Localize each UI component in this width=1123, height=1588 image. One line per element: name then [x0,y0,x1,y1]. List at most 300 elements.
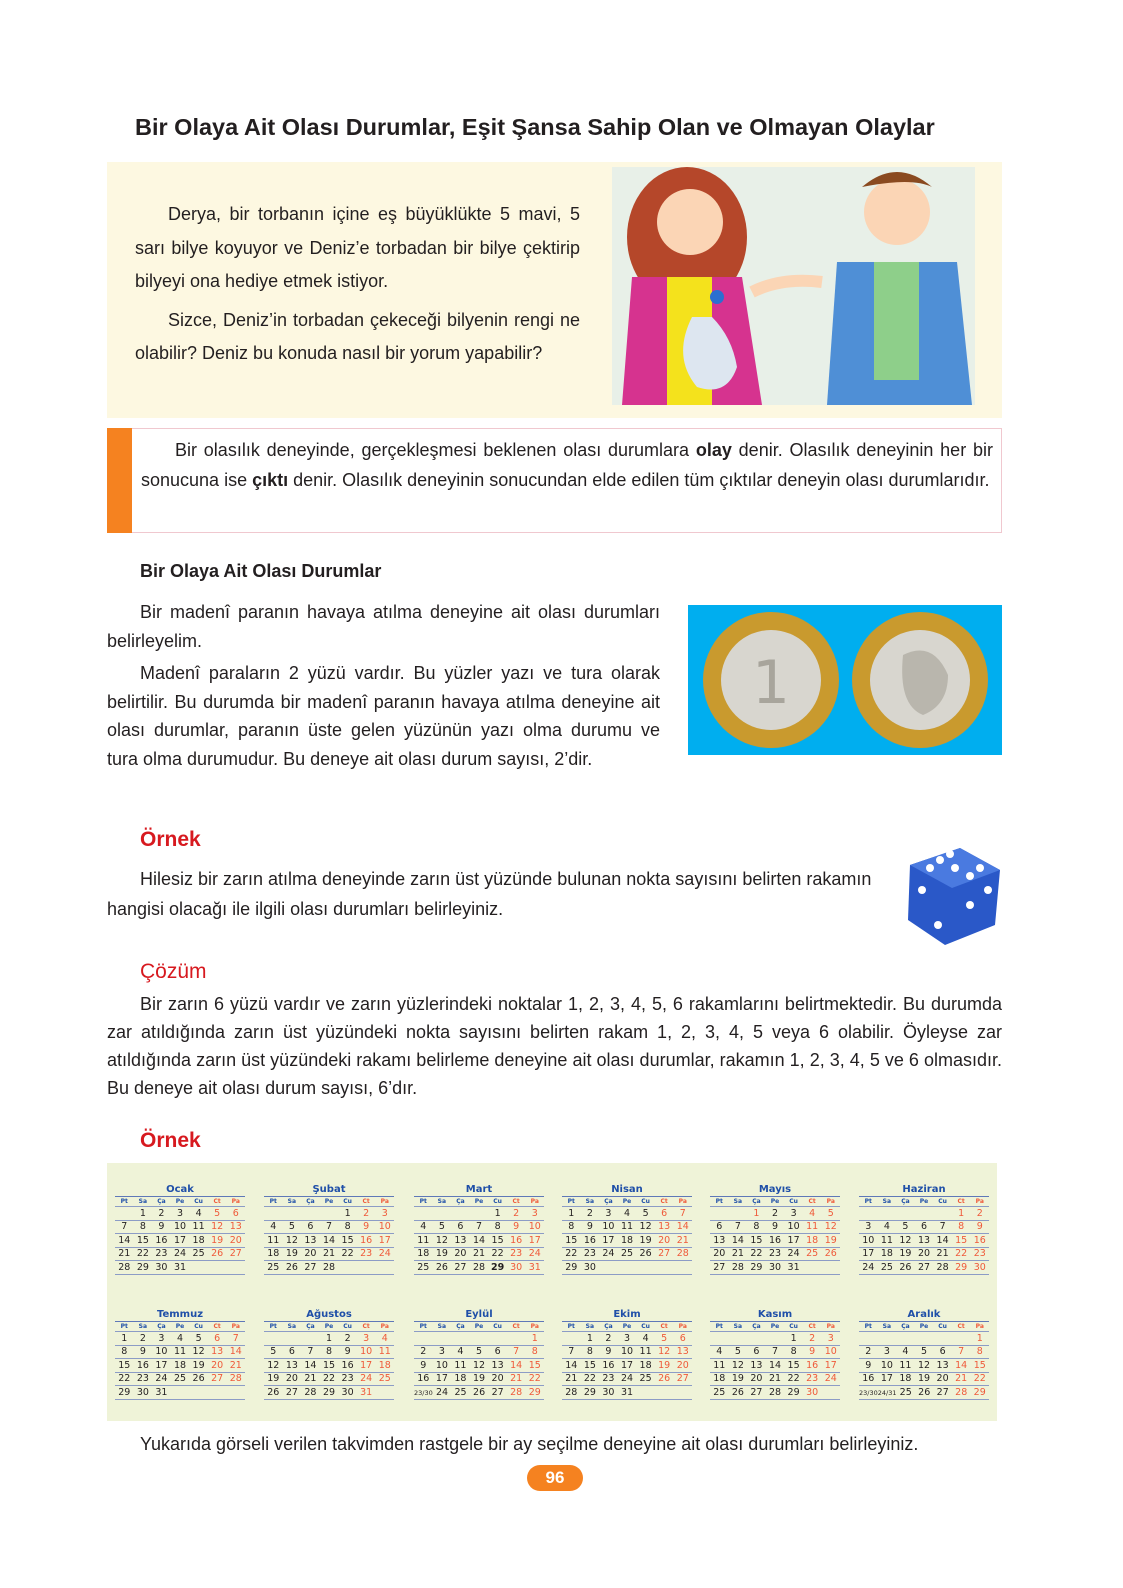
calendar-day: 12 [917,1359,931,1371]
calendar-day: 9 [363,1221,370,1232]
calendar-day: 6 [494,1346,501,1357]
weekday-header [859,1322,989,1332]
calendar-day: 26 [435,1261,448,1273]
calendar-day: 4 [420,1221,427,1232]
calendar-week [115,1373,245,1387]
calendar-day: 2 [976,1207,983,1219]
calendar-day: 20 [454,1248,467,1259]
weekday-header [710,1197,840,1207]
calendar-question: Yukarıda görseli verilen takvimden rastgele bir ay seçilme deneyine ait olası durumları belirleyiniz. [140,1434,919,1454]
weekday-label: Pa [380,1323,389,1330]
calendar-day: 29 [583,1386,596,1398]
calendar-day: 13 [658,1221,671,1232]
definition-text [141,436,993,495]
calendar-day: 28 [676,1248,689,1259]
calendar-day: 14 [118,1234,131,1246]
calendar-day: 12 [285,1234,298,1246]
calendar-day: 29 [787,1386,800,1398]
calendar-day: 27 [676,1373,689,1384]
weekday-label: Pt [120,1198,128,1205]
calendar-day: 29 [955,1261,968,1273]
calendar-month [710,1308,840,1400]
calendar-day: 19 [731,1373,744,1384]
calendar-week [710,1373,840,1387]
calendar-day: 4 [883,1221,890,1232]
calendar-day: 2 [772,1207,779,1219]
calendar-day: 12 [211,1221,224,1232]
weekday-label: Ça [456,1323,465,1330]
weekday-label: Pt [864,1198,872,1205]
calendar-day: 13 [454,1234,467,1246]
calendar-week [562,1234,692,1248]
calendar-day: 28 [936,1261,949,1273]
calendar-month [562,1308,692,1400]
calendar-day: 20 [491,1373,504,1384]
calendar-day: 17 [155,1359,168,1371]
calendar-week [264,1359,394,1373]
calendar-day: 10 [378,1221,391,1232]
calendar-day: 16 [973,1234,986,1246]
calendar-day: 13 [713,1234,726,1246]
calendar-day: 2 [586,1207,593,1219]
calendar-day: 17 [880,1373,893,1384]
calendar-month [859,1308,989,1400]
coins-image [688,605,1002,755]
calendar-day: 17 [528,1234,541,1246]
weekday-label: Pe [175,1323,185,1330]
calendar-day: 9 [158,1221,165,1232]
weekday-label: Pa [826,1323,835,1330]
calendar-week [562,1332,692,1346]
intro-paragraph: Derya, bir torbanın içine eş büyüklükte 5 mavi, 5 sarı bilye koyuyor ve Deniz’e torbadan bir bilye çektirip bilyeyi ona hediye etmek istiyor. [135,204,580,291]
calendar-day: 25 [267,1261,280,1273]
calendar-day: 24 [435,1386,449,1398]
definition-part: Bir olasılık deneyinde, gerçekleşmesi beklenen olası durumlara [175,440,696,460]
calendar-day: 11 [192,1221,205,1232]
calendar-day: 20 [750,1373,763,1384]
weekday-label: Ça [604,1198,613,1205]
weekday-label: Sa [733,1198,743,1205]
weekday-label: Cu [493,1323,502,1330]
month-name: Ekim [562,1308,692,1322]
calendar-week [562,1248,692,1262]
term-olay: olay [695,440,732,460]
calendar-week [710,1386,840,1400]
weekday-label: Pe [622,1198,632,1205]
intro-question: Sizce, Deniz’in torbadan çekeceği bilyenin rengi ne olabilir? Deniz bu konuda nasıl bir yorum yapabilir? [135,309,580,363]
calendar-day: 20 [917,1248,931,1259]
calendar-week [264,1221,394,1235]
weekday-label: Sa [585,1323,595,1330]
calendar-day: 21 [936,1248,949,1259]
month-name: Ocak [115,1183,245,1197]
calendar-day: 15 [787,1359,800,1371]
calendar-day: 1 [753,1207,760,1219]
weekday-label: Pt [567,1323,575,1330]
calendar-day: 31 [173,1261,187,1273]
calendar-day: 7 [958,1346,965,1357]
calendar-day: 13 [304,1234,317,1246]
calendar-day: 24 [155,1373,168,1384]
calendar-day: 7 [307,1346,314,1357]
calendar-day: 11 [713,1359,726,1371]
weekday-label: Cu [343,1323,352,1330]
calendar-week [414,1207,544,1221]
calendar-day: 6 [232,1207,239,1219]
calendar-day: 28 [955,1386,968,1398]
calendar-day: 10 [435,1359,448,1371]
calendar-day: 14 [768,1359,782,1371]
calendar-day: 17 [862,1248,875,1259]
weekday-label: Sa [882,1323,892,1330]
calendar-day: 16 [360,1234,373,1246]
calendar-day: 7 [513,1346,520,1357]
calendar-day: 25 [899,1386,912,1398]
calendar-day: 11 [880,1234,893,1246]
calendar-week [859,1346,989,1360]
calendar-day: 4 [381,1332,388,1344]
calendar-day: 30 [973,1261,986,1273]
calendar-day: 25 [713,1386,726,1398]
calendar-day: 28 [768,1386,782,1398]
calendar-day: 25 [417,1261,430,1273]
calendar-day: 28 [472,1261,486,1273]
month-name: Nisan [562,1183,692,1197]
weekday-label: Pt [269,1323,277,1330]
calendar-day: 28 [229,1373,242,1384]
calendar-day: 10 [602,1221,615,1232]
calendar-week [115,1386,245,1400]
calendar-day: 11 [639,1346,652,1357]
calendar-day: 13 [676,1346,689,1357]
solution-text [107,990,1002,1102]
weekday-label: Ça [306,1323,315,1330]
calendar-day: 4 [177,1332,184,1344]
calendar-day: 26 [285,1261,298,1273]
calendar-day: 3 [531,1207,538,1219]
definition-accent-bar [107,428,132,533]
weekday-label: Ça [157,1198,166,1205]
calendar-day: 21 [768,1373,782,1384]
solution-paragraph: Bir zarın 6 yüzü vardır ve zarın yüzlerindeki noktalar 1, 2, 3, 4, 5, 6 rakamlarını belirtmektedir. Bu durumda zar atıldığında zarın üst yüzündeki nokta sayısını belirten rakam 1, 2, 3, 4, 5 veya 6 olabilir. Öyleyse zar atıldığında zarın üst yüzündeki rakamı belirleme deneyine ait olası durumlar, rakamın 1, 2, 3, 4, 5 ve 6 olmasıdır. Bu deneye ait olası durum sayısı, 6’dır. [107,994,1002,1098]
calendar-day: 4 [457,1346,464,1357]
calendar-week [414,1386,544,1400]
calendar-day: 16 [136,1359,149,1371]
calendar-day: 5 [661,1332,668,1344]
calendar-day: 12 [192,1346,205,1357]
calendar-month [859,1183,989,1275]
weekday-label: Cu [493,1198,502,1205]
calendar-day: 17 [824,1359,837,1371]
calendar-day: 22 [565,1248,578,1259]
calendar-day: 3 [883,1346,890,1357]
calendar-day: 27 [304,1261,317,1273]
calendar-day: 11 [267,1234,280,1246]
calendar-day: 7 [939,1221,946,1232]
calendar-day: 18 [173,1359,187,1371]
calendar-day: 14 [565,1359,578,1371]
calendar-day: 20 [658,1234,671,1246]
calendar-day: 11 [620,1221,634,1232]
calendar-day: 20 [285,1373,298,1384]
calendar-day: 23 [806,1373,819,1384]
calendar-day: 15 [973,1359,986,1371]
calendar-day: 30 [806,1386,819,1398]
weekday-label: Pt [120,1323,128,1330]
calendar-day: 5 [438,1221,445,1232]
coin-paragraph-2: Madenî paraların 2 yüzü vardır. Bu yüzler yazı ve tura olarak belirtilir. Bu durumda bir madenî paranın havaya atılma deneyine ait olası durumlar, paranın üste gelen yüzünün yazı olma durumu ve tura olma durumudur. Bu deneye ait olası durum sayısı, 2’dir. [107,663,660,769]
month-name: Eylül [414,1308,544,1322]
calendar-day: 26 [267,1386,280,1398]
calendar-day: 28 [118,1261,131,1273]
calendar-day: 21 [955,1373,968,1384]
calendar-week [414,1359,544,1373]
weekday-label: Sa [437,1323,447,1330]
calendar-day: 27 [658,1248,671,1259]
calendar-day: 2 [513,1207,520,1219]
calendar-day: 1 [531,1332,538,1344]
calendar-day: 26 [639,1248,652,1259]
calendar-day: 26 [211,1248,224,1259]
month-name: Aralık [859,1308,989,1322]
calendar-day: 18 [806,1234,819,1246]
calendar-day: 23 [602,1373,615,1384]
calendar-day: 8 [790,1346,797,1357]
calendar-day: 5 [195,1332,202,1344]
calendar-day: 27 [936,1386,949,1398]
calendar-day: 31 [528,1261,541,1273]
calendar-day: 24 [378,1248,391,1259]
weekday-label: Pe [622,1323,632,1330]
calendar-day: 17 [602,1234,615,1246]
calendar-day: 6 [661,1207,668,1219]
calendar-day: 15 [136,1234,149,1246]
calendar-day: 22 [491,1248,504,1259]
calendar-day: 2 [158,1207,165,1219]
calendar-month [562,1183,692,1275]
calendar-day: 25 [639,1373,652,1384]
calendar-day: 2 [605,1332,612,1344]
calendar-day: 26 [899,1261,912,1273]
weekday-label: Pt [567,1198,575,1205]
weekday-label: Pe [175,1198,185,1205]
calendar-day: 8 [531,1346,538,1357]
weekday-label: Ct [957,1198,965,1205]
calendar-day: 1 [568,1207,575,1219]
calendar-day: 9 [344,1346,351,1357]
calendar-day: 14 [229,1346,242,1357]
calendar-week [115,1234,245,1248]
weekday-label: Pe [474,1198,484,1205]
month-name: Şubat [264,1183,394,1197]
weekday-header [115,1197,245,1207]
calendar-day: 3 [605,1207,612,1219]
calendar-week [115,1346,245,1360]
example-text [107,864,887,924]
weekday-label: Sa [882,1198,892,1205]
calendar-day: 24 [528,1248,541,1259]
calendar-day: 19 [658,1359,671,1371]
calendar-day: 5 [902,1221,909,1232]
weekday-label: Ça [901,1198,910,1205]
calendar-day: 3 [865,1221,872,1232]
calendar-day: 16 [155,1234,168,1246]
page-number: 96 [527,1465,583,1491]
coin-paragraph-1: Bir madenî paranın havaya atılma deneyine ait olası durumları belirleyelim. [107,602,660,651]
calendar-day: 16 [583,1234,596,1246]
calendar-day: 7 [476,1221,483,1232]
calendar-day: 23/30 [414,1388,433,1397]
weekday-label: Cu [641,1198,650,1205]
calendar-week [710,1248,840,1262]
calendar-day: 10 [824,1346,837,1357]
weekday-label: Pe [474,1323,484,1330]
calendar-week [414,1234,544,1248]
calendar-day: 4 [624,1207,631,1219]
calendar-day: 18 [267,1248,280,1259]
calendar-day: 14 [510,1359,523,1371]
calendar-day: 17 [360,1359,373,1371]
intro-text [135,198,580,376]
weekday-label: Cu [938,1323,947,1330]
weekday-label: Pe [324,1323,334,1330]
month-name: Haziran [859,1183,989,1197]
calendar-day: 30 [510,1261,523,1273]
calendar-day: 3 [624,1332,631,1344]
calendar-day: 18 [192,1234,205,1246]
calendar-day: 8 [568,1221,575,1232]
calendar-day: 12 [639,1221,652,1232]
calendar-day: 7 [326,1221,333,1232]
calendar-day: 12 [731,1359,744,1371]
calendar-day: 12 [824,1221,837,1232]
calendar-day: 11 [378,1346,391,1357]
calendar-day: 28 [731,1261,744,1273]
weekday-label: Pt [864,1323,872,1330]
calendar-day: 11 [454,1359,467,1371]
page-title: Bir Olaya Ait Olası Durumlar, Eşit Şansa Sahip Olan ve Olmayan Olaylar [135,114,935,140]
calendar-day: 11 [173,1346,187,1357]
calendar-day: 9 [605,1346,612,1357]
calendar-day: 7 [679,1207,686,1219]
calendar-week [264,1207,394,1221]
calendar-day: 25 [378,1373,391,1384]
weekday-header [115,1322,245,1332]
weekday-label: Ça [901,1323,910,1330]
weekday-label: Cu [789,1198,798,1205]
calendar-day: 29 [750,1261,763,1273]
calendar-day: 27 [750,1386,763,1398]
calendar-day: 1 [790,1332,797,1344]
calendar-week [115,1221,245,1235]
calendar-day: 14 [472,1234,486,1246]
calendar-month [414,1308,544,1400]
calendar-day: 31 [787,1261,800,1273]
calendar-day: 1 [344,1207,351,1219]
calendar-week [264,1234,394,1248]
solution-heading: Çözüm [140,960,207,983]
calendar-day: 28 [304,1386,317,1398]
calendar-day: 23 [510,1248,523,1259]
calendar-day: 8 [139,1221,146,1232]
calendar-day: 29 [136,1261,149,1273]
calendar-day: 10 [620,1346,634,1357]
calendar-day: 29 [118,1386,131,1398]
calendar-month [414,1183,544,1275]
calendar-day: 29 [528,1386,541,1398]
calendar-day: 18 [620,1234,634,1246]
calendar-day: 14 [936,1234,949,1246]
calendar-day: 5 [921,1346,928,1357]
calendar-day: 27 [285,1386,298,1398]
calendar-day: 21 [229,1359,242,1371]
calendar-day: 5 [642,1207,649,1219]
calendar-day: 27 [454,1261,467,1273]
weekday-label: Ça [752,1323,761,1330]
weekday-label: Pe [919,1198,929,1205]
calendar-day: 30 [583,1261,596,1273]
weekday-label: Pa [231,1323,240,1330]
calendar-day: 15 [955,1234,968,1246]
weekday-label: Pa [530,1323,539,1330]
weekday-header [859,1197,989,1207]
calendar-day: 14 [322,1234,336,1246]
weekday-label: Sa [138,1198,148,1205]
example-heading: Örnek [140,828,201,851]
calendar-day: 18 [713,1373,726,1384]
weekday-label: Ça [456,1198,465,1205]
calendar-day: 2 [865,1346,872,1357]
calendar-day: 3 [381,1207,388,1219]
calendar-day: 25 [173,1373,187,1384]
calendar-day: 7 [232,1332,239,1344]
calendar-day: 27 [713,1261,726,1273]
calendar-day: 1 [326,1332,333,1344]
calendar-day: 5 [214,1207,221,1219]
calendar-day: 3 [827,1332,834,1344]
calendar-day: 29 [322,1386,336,1398]
weekday-label: Pa [975,1323,984,1330]
calendar-day: 10 [528,1221,541,1232]
calendar-week [710,1346,840,1360]
calendar-day: 22 [118,1373,131,1384]
calendar-day: 18 [417,1248,430,1259]
calendar-week [264,1386,394,1400]
weekday-label: Cu [194,1323,203,1330]
calendar-day: 11 [417,1234,430,1246]
calendar-day: 5 [476,1346,483,1357]
calendar-day: 19 [899,1248,912,1259]
calendar-day: 15 [491,1234,504,1246]
calendar-day: 7 [734,1221,741,1232]
calendar-day: 3 [438,1346,445,1357]
coin-text [107,598,660,773]
calendar-day: 5 [734,1346,741,1357]
calendar-day: 16 [341,1359,354,1371]
calendar-day: 25 [620,1248,634,1259]
calendar-month [115,1308,245,1400]
calendar-week [859,1386,989,1400]
definition-part: denir. Olasılık deneyinin sonucundan elde edilen tüm çıktılar deneyin olası durumlarıdır. [288,469,990,490]
calendar-day: 26 [731,1386,744,1398]
calendar-month [264,1308,394,1400]
calendar-day: 9 [865,1359,872,1371]
calendar-day: 21 [322,1248,336,1259]
calendar-day: 11 [806,1221,819,1232]
month-name: Mart [414,1183,544,1197]
calendar-week [859,1261,989,1275]
calendar-week [264,1373,394,1387]
